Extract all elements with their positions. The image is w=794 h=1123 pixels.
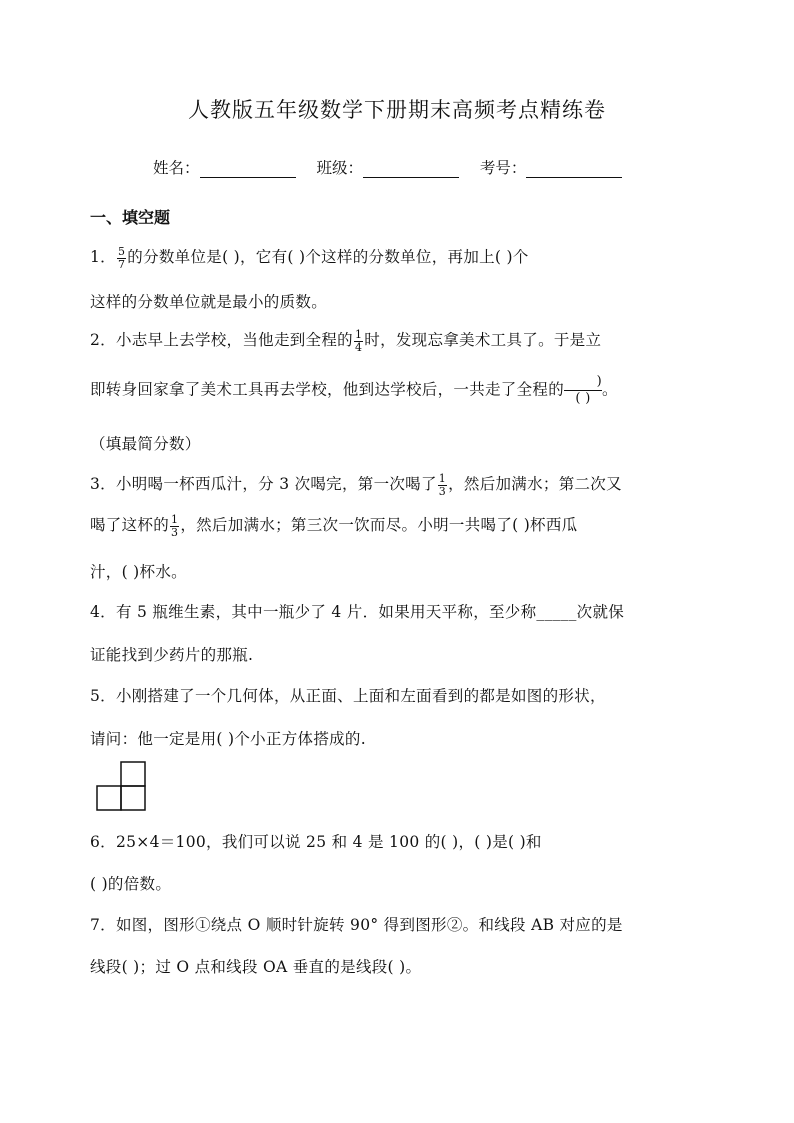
question-text: ，然后加满水；第二次又 <box>448 475 622 493</box>
question-3-line-2 <box>90 513 577 539</box>
question-6-line-1: 6．25×4＝100，我们可以说 25 和 4 是 100 的( )，( )是( )和 <box>90 833 542 851</box>
question-3-line-3: 汁，( )杯水。 <box>90 563 187 581</box>
fraction: $\frac{1}{4}$ <box>354 327 363 354</box>
question-7-line-2: 线段( )；过 O 点和线段 OA 垂直的是线段( )。 <box>90 958 422 976</box>
cube-square <box>121 786 145 810</box>
question-1-line-2: 这样的分数单位就是最小的质数。 <box>90 293 328 311</box>
question-text: 的分数单位是( )，它有( )个这样的分数单位，再加上( )个 <box>127 248 529 266</box>
question-1-line-1 <box>90 245 529 271</box>
page-title: 人教版五年级数学下册期末高频考点精练卷 <box>188 98 606 122</box>
question-number: 1． <box>90 248 116 266</box>
question-text: ，然后加满水；第三次一饮而尽。小明一共喝了( )杯西瓜 <box>180 516 578 534</box>
question-text: 喝了这杯的 <box>90 516 170 534</box>
id-blank[interactable] <box>526 161 622 178</box>
id-label: 考号： <box>479 159 527 177</box>
question-2-line-2 <box>90 374 618 407</box>
answer-fraction-blank[interactable]: ) ( ) <box>564 374 602 407</box>
question-text: 。 <box>602 380 618 399</box>
question-text: 即转身回家拿了美术工具再去学校，他到达学校后，一共走了全程的 <box>90 380 565 399</box>
question-text: 2．小志早上去学校，当他走到全程的 <box>90 331 353 349</box>
question-text: 时，发现忘拿美术工具了。于是立 <box>364 331 602 349</box>
question-5-line-1: 5．小刚搭建了一个几何体，从正面、上面和左面看到的都是如图的形状， <box>90 687 606 705</box>
cube-square <box>121 762 145 786</box>
question-6-line-2: ( )的倍数。 <box>90 875 172 893</box>
question-7-line-1: 7．如图，图形①绕点 O 顺时针旋转 90° 得到图形②。和线段 AB 对应的是 <box>90 916 623 934</box>
fraction: $\frac{1}{3}$ <box>171 512 179 539</box>
question-4-line-1: 4．有 5 瓶维生素，其中一瓶少了 4 片．如果用天平称，至少称_____次就保 <box>90 603 625 621</box>
cube-view-figure <box>96 760 148 812</box>
section-heading: 一、填空题 <box>90 208 171 227</box>
question-4-line-2: 证能找到少药片的那瓶. <box>90 646 254 664</box>
fraction: $\frac{1}{3}$ <box>438 471 447 498</box>
class-label: 班级： <box>316 159 363 177</box>
name-blank[interactable] <box>200 161 296 178</box>
question-3-line-1 <box>90 472 622 498</box>
name-label: 姓名： <box>153 159 200 177</box>
cube-square <box>97 786 121 810</box>
question-5-line-2: 请问：他一定是用( )个小正方体搭成的. <box>90 730 366 748</box>
class-blank[interactable] <box>363 161 459 178</box>
fraction: $\frac{5}{7}$ <box>117 244 126 271</box>
student-info-row <box>153 156 622 178</box>
question-text: 3．小明喝一杯西瓜汁，分 3 次喝完，第一次喝了 <box>90 475 437 493</box>
question-2-line-3: （填最简分数） <box>90 435 201 453</box>
question-2-line-1 <box>90 328 601 354</box>
